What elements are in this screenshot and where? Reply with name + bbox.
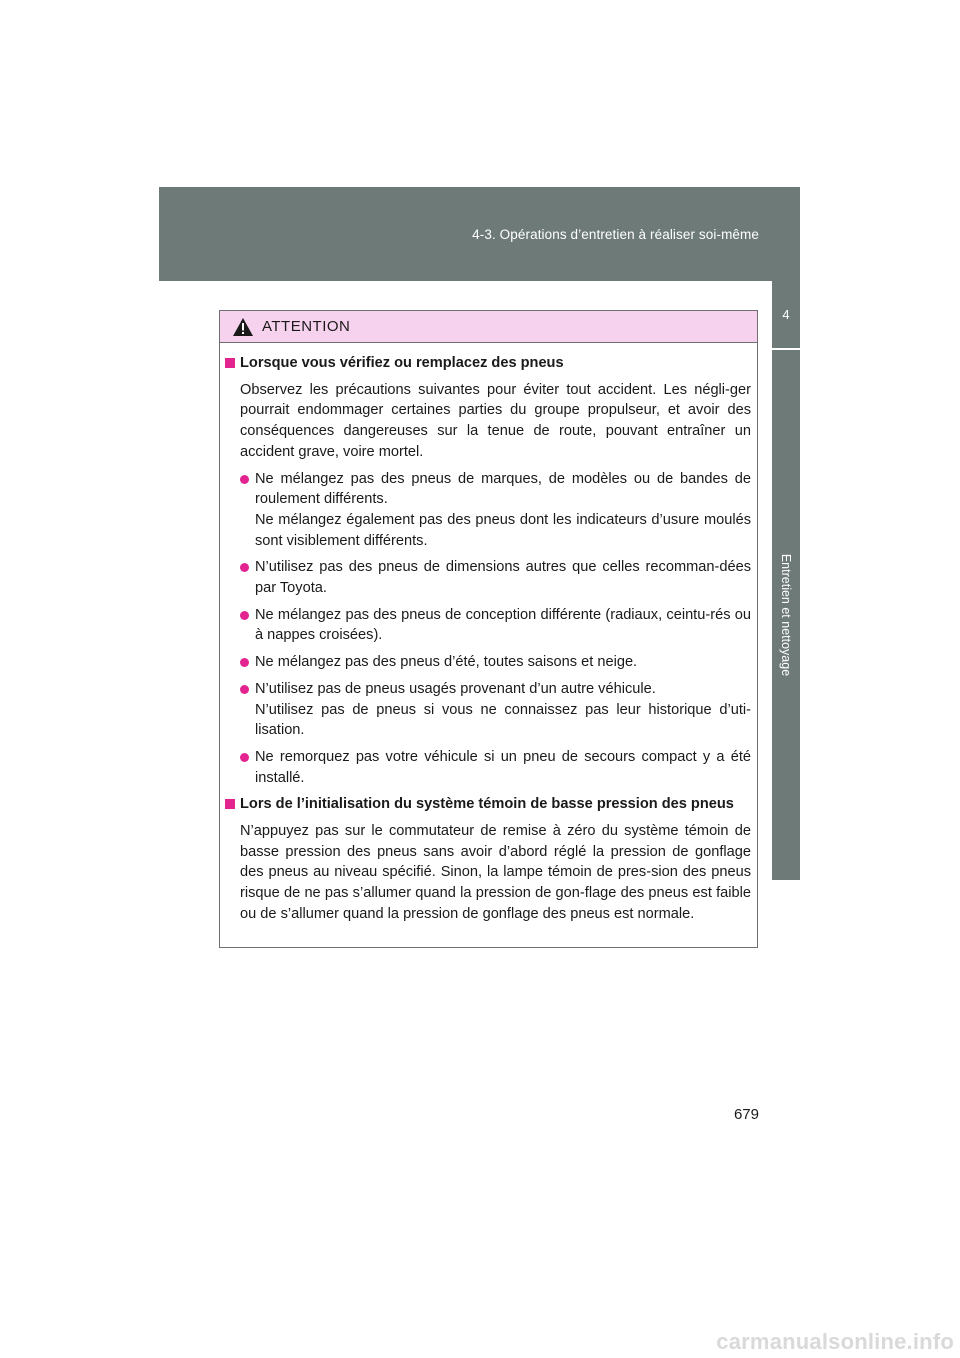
bullet-line: Ne mélangez pas des pneus de conception différente (radiaux, ceintu-rés ou à nappes croisées). (255, 606, 751, 644)
warning-section (225, 794, 751, 924)
bullet-dot-icon (240, 658, 249, 667)
bullet-line: N’utilisez pas de pneus si vous ne connaissez pas leur historique d’uti-lisation. (255, 701, 751, 739)
square-icon (225, 358, 235, 368)
section-heading (225, 353, 751, 374)
warning-box (219, 310, 758, 948)
section-heading-text: Lors de l’initialisation du système témoin de basse pression des pneus (240, 796, 734, 813)
warning-title: ATTENTION (262, 318, 351, 335)
bullet-item (240, 747, 751, 788)
bullet-text (255, 469, 751, 552)
section-intro: N’appuyez pas sur le commutateur de remise à zéro du système témoin de basse pression des pneus sans avoir d’abord réglé la pression de gonflage des pneus au niveau spécifié. Sinon, la lampe témoin de pres-sion des pneus risque de ne pas s’allumer quand la pression de gon-flage des pneus est faible ou de s’allumer quand la pression de gonflage des pneus est normale. (240, 823, 751, 922)
section-heading-text: Lorsque vous vérifiez ou remplacez des pneus (240, 355, 564, 371)
chapter-title: 4-3. Opérations d’entretien à réaliser soi-même (472, 227, 759, 242)
warning-body (220, 343, 757, 925)
bullet-text (255, 652, 751, 673)
square-icon (225, 799, 235, 809)
bullet-line: Ne mélangez également pas des pneus dont les indicateurs d’usure moulés sont visiblement différents. (255, 511, 751, 549)
warning-section (225, 353, 751, 788)
bullet-line: Ne remorquez pas votre véhicule si un pneu de secours compact y a été installé. (255, 748, 751, 786)
bullet-dot-icon (240, 685, 249, 694)
chapter-header-band (159, 187, 800, 281)
section-intro: Observez les précautions suivantes pour éviter tout accident. Les négli-ger pourrait endommager certaines parties du groupe propulseur, et avoir des conséquences dangereuses sur la tenue de route, pouvant entraîner un accident grave, voire mortel. (240, 381, 751, 460)
bullet-dot-icon (240, 475, 249, 484)
watermark-text: carmanualsonline.info (716, 1329, 954, 1354)
bullet-dot-icon (240, 753, 249, 762)
bullet-line: N’utilisez pas de pneus usagés provenant d’un autre véhicule. (255, 680, 656, 697)
bullet-text (255, 679, 751, 741)
side-tab-label: Entretien et nettoyage (779, 553, 793, 677)
bullet-text (255, 557, 751, 598)
bullet-dot-icon (240, 563, 249, 572)
bullet-line: Ne mélangez pas des pneus de marques, de modèles ou de bandes de roulement différents. (255, 470, 751, 508)
bullet-item (240, 557, 751, 598)
warning-header (220, 311, 757, 343)
page-number: 679 (733, 1106, 759, 1123)
bullet-line: Ne mélangez pas des pneus d’été, toutes saisons et neige. (255, 654, 638, 671)
warning-triangle-icon (232, 317, 254, 337)
side-tab-label-wrap (772, 350, 800, 880)
bullet-item (240, 679, 751, 741)
bullet-item (240, 605, 751, 646)
section-heading (225, 794, 751, 815)
bullet-text (255, 605, 751, 646)
bullet-line: N’utilisez pas des pneus de dimensions autres que celles recomman-dées par Toyota. (255, 559, 751, 597)
watermark (608, 1327, 960, 1358)
bullet-dot-icon (240, 611, 249, 620)
bullet-item (240, 469, 751, 552)
side-tab-number: 4 (782, 307, 790, 322)
bullet-text (255, 747, 751, 788)
bullet-item (240, 652, 751, 673)
